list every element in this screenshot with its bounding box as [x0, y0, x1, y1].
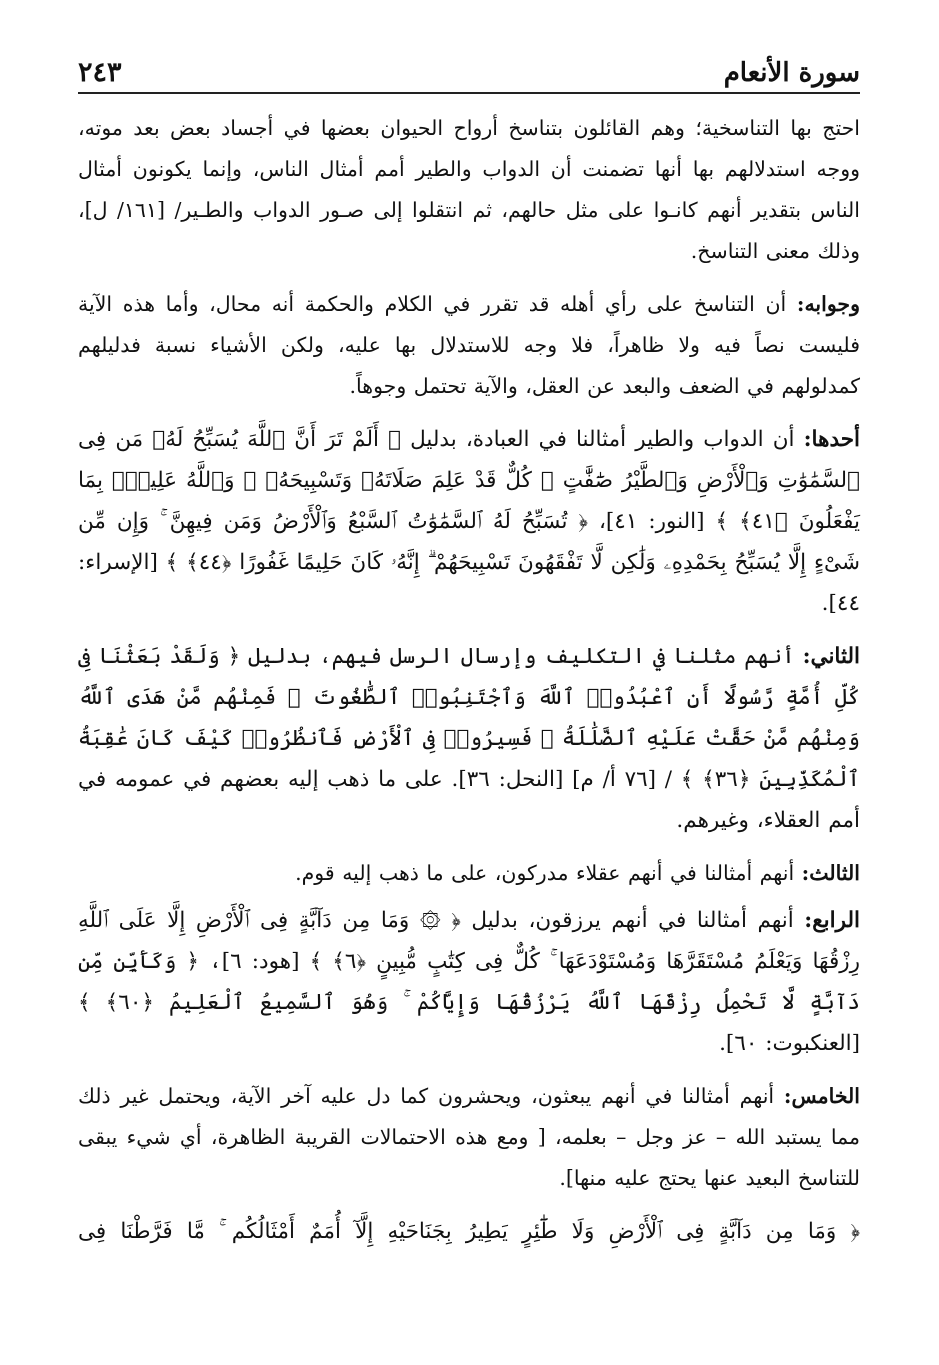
paragraph-first [78, 419, 860, 624]
paragraph-lead: الثاني: [802, 644, 860, 669]
paragraph-lead: الرابع: [804, 908, 860, 933]
paragraph-text: أن الدواب والطير أمثالنا في العبادة، بدليل ﴿ أَلَمْ تَرَ أَنَّ ٱللَّهَ يُسَبِّحُ لَهُۥ مَن فِى ٱلسَّمَٰوَٰتِ وَٱلْأَرْضِ وَٱلطَّيْرُ صَٰٓفَّٰتٍ ۖ كُلٌّ قَدْ عَلِمَ صَلَاتَهُۥ وَتَسْبِيحَهُۥ ۗ وَٱللَّهُ عَلِيمٌۢ بِمَا يَفْعَلُونَ ﴿٤١﴾ ﴾ [النور: ٤١]، ﴿ تُسَبِّحُ لَهُ ٱلسَّمَٰوَٰتُ ٱلسَّبْعُ وَٱلْأَرْضُ وَمَن فِيهِنَّ ۚ وَإِن مِّن شَىْءٍ إِلَّا يُسَبِّحُ بِحَمْدِهِۦ وَلَٰكِن لَّا تَفْقَهُونَ تَسْبِيحَهُمْ ۗ إِنَّهُۥ كَانَ حَلِيمًا غَفُورًا ﴿٤٤﴾ ﴾ [الإسراء: ٤٤]. [78, 427, 860, 616]
surah-title: سورة الأنعام [723, 58, 860, 88]
paragraph-lead: الثالث: [801, 861, 860, 885]
paragraph-text: أنهم أمثالنا في أنهم يرزقون، بدليل ﴿ ۞ وَمَا مِن دَآبَّةٍ فِى ٱلْأَرْضِ إِلَّا عَلَى ٱللَّهِ رِزْقُهَا وَيَعْلَمُ مُسْتَقَرَّهَا وَمُسْتَوْدَعَهَا ۚ كُلٌّ فِى كِتَٰبٍ مُّبِينٍ ﴿٦﴾ ﴾ [هود: ٦]، ﴿ وَكَأَيِّن مِّن دَآبَّةٍ لَّا تَحْمِلُ رِزْقَهَا ٱللَّهُ يَرْزُقُهَا وَإِيَّاكُمْ ۚ وَهُوَ ٱلسَّمِيعُ ٱلْعَلِيمُ ﴿٦٠﴾ ﴾ [العنكبوت: ٦٠]. [78, 908, 861, 1056]
paragraph-fourth [78, 900, 860, 1064]
paragraph-lead: وجوابه: [796, 292, 860, 316]
paragraph-second [78, 636, 860, 841]
closing-ayah: ﴿ وَمَا مِن دَآبَّةٍ فِى ٱلْأَرْضِ وَلَا طَٰٓئِرٍ يَطِيرُ بِجَنَاحَيْهِ إِلَّآ أُمَمٌ أَمْثَالُكُم ۚ مَّا فَرَّطْنَا فِى [78, 1219, 860, 1244]
paragraph-intro [78, 108, 860, 272]
page-body [78, 108, 860, 1252]
paragraph-lead: أحدها: [803, 427, 860, 452]
paragraph-text: أن التناسخ على رأي أهله قد تقرر في الكلام والحكمة أنه محال، وأما هذه الآية فليست نصاً فيه ولا ظاهراً، فلا وجه للاستدلال بها عليه، ولكن الأشياء نسبة فدليلهم كمدلولهم في الضعف والبعد عن العقل، والآية تحتمل وجوهاً. [78, 292, 860, 398]
paragraph-text: أنهم أمثالنا في أنهم يبعثون، ويحشرون كما دل عليه آخر الآية، ويحتمل غير ذلك مما يستبد الله – عز وجل – بعلمه، [ ومع هذه الاحتمالات القريبة الظاهرة، أي شيء يبقى للتناسخ البعيد عنها يحتج عليه منها]. [78, 1084, 860, 1190]
book-page [78, 40, 860, 1252]
paragraph-fifth [78, 1076, 860, 1199]
paragraph-text: احتج بها التناسخية؛ وهم القائلون بتناسخ أرواح الحيوان بعضها في أجساد بعض بعد موته، ووجه استدلالهم بها أنها تضمنت أن الدواب والطير أمم أمثال الناس، وإنما يكونون أمثال الناس بتقدير أنهم كانـوا على مثل حالهم، ثم انتقلوا إلى صـور الدواب والطـير/ [١٦١/ ل]، وذلك معنى التناسخ. [78, 116, 860, 263]
paragraph-text: أنهم مثلنا في التكليف وإرسال الرسل فيهم، بدليل ﴿ وَلَقَدْ بَعَثْنَا فِى كُلِّ أُمَّةٍ رَّسُولًا أَنِ ٱعْبُدُوا۟ ٱللَّهَ وَٱجْتَنِبُوا۟ ٱلطَّٰغُوتَ ۖ فَمِنْهُم مَّنْ هَدَى ٱللَّهُ وَمِنْهُم مَّنْ حَقَّتْ عَلَيْهِ ٱلضَّلَٰلَةُ ۚ فَسِيرُوا۟ فِى ٱلْأَرْضِ فَٱنظُرُوا۟ كَيْفَ كَانَ عَٰقِبَةُ ٱلْمُكَذِّبِينَ ﴿٣٦﴾ ﴾ / [٧٦ أ/ م] [النحل: ٣٦]. على ما ذهب إليه بعضهم في عمومه في أمم العقلاء، وغيرهم. [78, 644, 860, 833]
page-number: ٢٤٣ [78, 57, 122, 88]
paragraph-answer [78, 284, 860, 407]
paragraph-third [78, 853, 860, 894]
paragraph-text: أنهم أمثالنا في أنهم عقلاء مدركون، على ما ذهب إليه قوم. [295, 861, 802, 885]
paragraph-lead: الخامس: [783, 1084, 860, 1108]
page-header [78, 40, 860, 94]
